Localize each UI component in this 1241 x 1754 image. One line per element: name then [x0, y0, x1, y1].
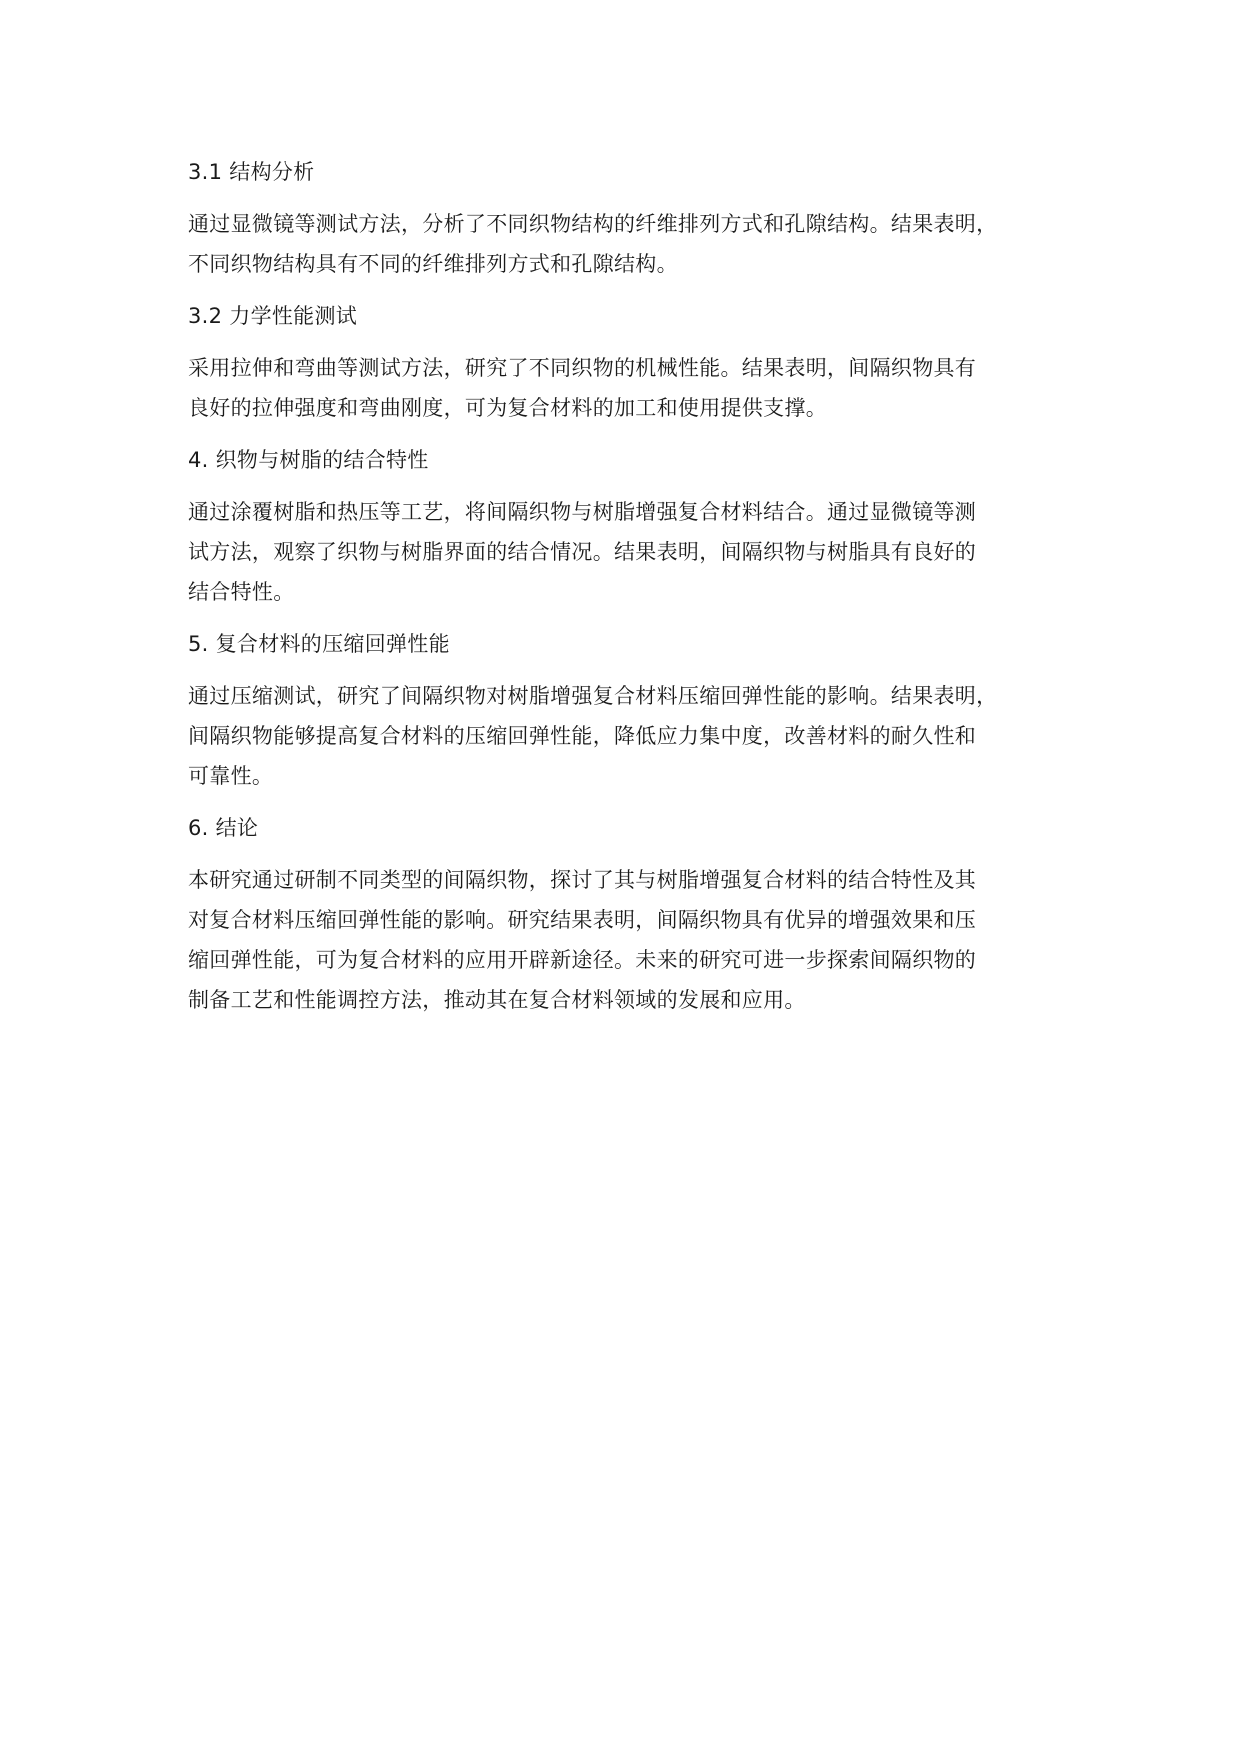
- paragraph-line: 通过涂覆树脂和热压等工艺，将间隔织物与树脂增强复合材料结合。通过显微镜等测: [188, 500, 977, 524]
- section-heading-4: 4. 织物与树脂的结合特性: [188, 448, 429, 472]
- paragraph-line: 采用拉伸和弯曲等测试方法，研究了不同织物的机械性能。结果表明，间隔织物具有: [188, 356, 977, 380]
- document-body: [188, 152, 1088, 1032]
- section-paragraph-3-2: [188, 348, 1088, 428]
- paragraph-line: 间隔织物能够提高复合材料的压缩回弹性能，降低应力集中度，改善材料的耐久性和: [188, 724, 977, 748]
- paragraph-line: 不同织物结构具有不同的纤维排列方式和孔隙结构。: [188, 252, 678, 276]
- paragraph-line: 制备工艺和性能调控方法，推动其在复合材料领域的发展和应用。: [188, 988, 806, 1012]
- section-heading-3-1: 3.1 结构分析: [188, 160, 315, 184]
- paragraph-line: 本研究通过研制不同类型的间隔织物，探讨了其与树脂增强复合材料的结合特性及其: [188, 868, 977, 892]
- paragraph-line: 试方法，观察了织物与树脂界面的结合情况。结果表明，间隔织物与树脂具有良好的: [188, 540, 977, 564]
- paragraph-line: 缩回弹性能，可为复合材料的应用开辟新途径。未来的研究可进一步探索间隔织物的: [188, 948, 977, 972]
- paragraph-line: 结合特性。: [188, 580, 295, 604]
- paragraph-line: 可靠性。: [188, 764, 274, 788]
- section-paragraph-4: [188, 492, 1088, 612]
- section-paragraph-3-1: [188, 204, 1088, 284]
- paragraph-line: 通过压缩测试，研究了间隔织物对树脂增强复合材料压缩回弹性能的影响。结果表明，: [188, 684, 998, 708]
- section-paragraph-6: [188, 860, 1088, 1020]
- section-heading-5: 5. 复合材料的压缩回弹性能: [188, 632, 450, 656]
- paragraph-line: 对复合材料压缩回弹性能的影响。研究结果表明，间隔织物具有优异的增强效果和压: [188, 908, 977, 932]
- section-heading-6: 6. 结论: [188, 816, 259, 840]
- paragraph-line: 良好的拉伸强度和弯曲刚度，可为复合材料的加工和使用提供支撑。: [188, 396, 827, 420]
- section-paragraph-5: [188, 676, 1088, 796]
- paragraph-line: 通过显微镜等测试方法，分析了不同织物结构的纤维排列方式和孔隙结构。结果表明，: [188, 212, 998, 236]
- section-heading-3-2: 3.2 力学性能测试: [188, 304, 358, 328]
